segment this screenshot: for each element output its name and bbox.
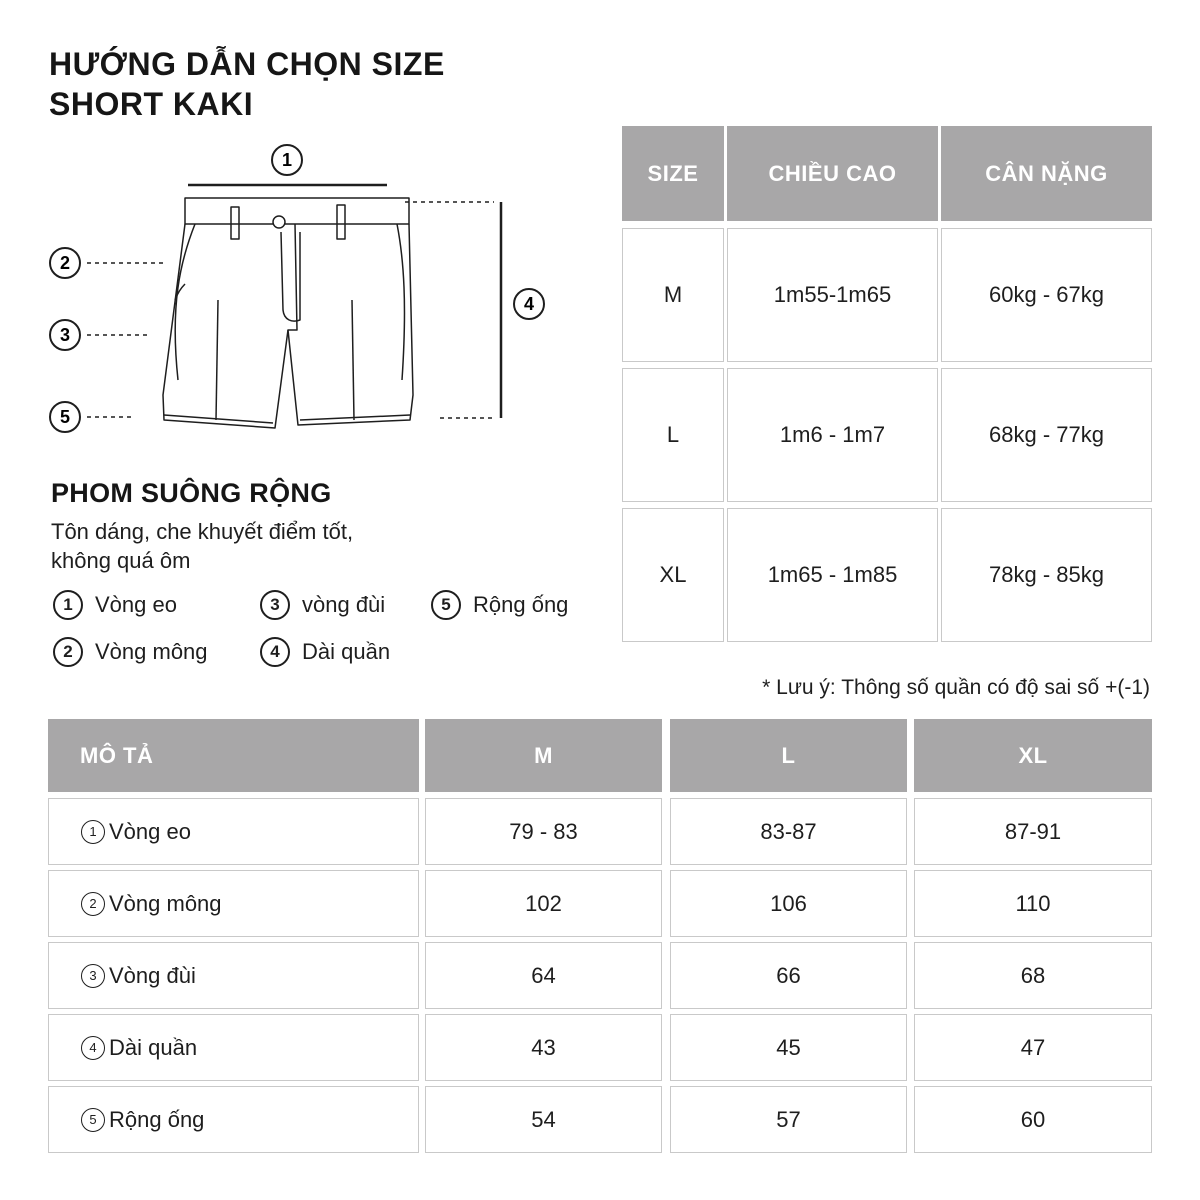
weight-header: CÂN NẶNG xyxy=(941,126,1152,221)
row-number: 3 xyxy=(81,964,105,988)
fit-title: PHOM SUÔNG RỘNG xyxy=(51,478,332,508)
size-l-header: L xyxy=(670,719,907,792)
row-number: 4 xyxy=(81,1036,105,1060)
legend-item xyxy=(53,590,177,620)
legend-label: vòng đùi xyxy=(302,592,386,617)
fit-desc-line-2: không quá ôm xyxy=(51,548,191,573)
legend-item xyxy=(260,590,385,620)
value-l: 83-87 xyxy=(670,798,907,865)
value-m: 102 xyxy=(425,870,662,937)
legend-label: Vòng eo xyxy=(95,592,177,617)
legend-number: 3 xyxy=(260,590,290,620)
title-line-1: HƯỚNG DẪN CHỌN SIZE xyxy=(49,46,445,82)
row-label: Vòng mông xyxy=(109,890,222,916)
waistband xyxy=(185,198,409,224)
size-cell: M xyxy=(622,228,724,362)
row-number: 1 xyxy=(81,820,105,844)
legend-label: Rộng ống xyxy=(473,592,569,617)
measure-label-cell xyxy=(48,942,419,1009)
button-icon xyxy=(273,216,285,228)
measure-label-cell xyxy=(48,1014,419,1081)
value-m: 43 xyxy=(425,1014,662,1081)
marker-2-label: 2 xyxy=(59,253,71,273)
value-xl: 60 xyxy=(914,1086,1152,1153)
size-xl-header: XL xyxy=(914,719,1152,792)
marker-4-label: 4 xyxy=(523,294,535,314)
legend-item xyxy=(260,637,390,667)
value-l: 66 xyxy=(670,942,907,1009)
measure-label-cell xyxy=(48,870,419,937)
value-m: 79 - 83 xyxy=(425,798,662,865)
height-cell: 1m55-1m65 xyxy=(727,228,938,362)
row-number: 2 xyxy=(81,892,105,916)
row-number: 5 xyxy=(81,1108,105,1132)
legend-label: Dài quần xyxy=(302,639,391,664)
marker-5-label: 5 xyxy=(59,407,71,427)
title-line-2: SHORT KAKI xyxy=(49,86,254,122)
measure-label-cell xyxy=(48,798,419,865)
weight-cell: 60kg - 67kg xyxy=(941,228,1152,362)
size-header: SIZE xyxy=(622,126,724,221)
fit-desc-line-1: Tôn dáng, che khuyết điểm tốt, xyxy=(51,519,354,544)
size-cell: L xyxy=(622,368,724,502)
value-m: 64 xyxy=(425,942,662,1009)
legend-number: 5 xyxy=(431,590,461,620)
value-xl: 47 xyxy=(914,1014,1152,1081)
marker-1-label: 1 xyxy=(281,150,293,170)
size-m-header: M xyxy=(425,719,662,792)
value-l: 106 xyxy=(670,870,907,937)
shorts-diagram xyxy=(0,0,600,470)
weight-cell: 68kg - 77kg xyxy=(941,368,1152,502)
legend-number: 1 xyxy=(53,590,83,620)
row-label: Vòng đùi xyxy=(109,962,196,988)
measure-label-cell xyxy=(48,1086,419,1153)
description-header: MÔ TẢ xyxy=(48,719,419,792)
row-label: Vòng eo xyxy=(109,818,191,844)
legend-item xyxy=(431,590,568,620)
legend-number: 4 xyxy=(260,637,290,667)
legend-number: 2 xyxy=(53,637,83,667)
row-label: Rộng ống xyxy=(109,1106,205,1132)
fit-description xyxy=(51,517,353,575)
row-label: Dài quần xyxy=(109,1034,198,1060)
value-l: 57 xyxy=(670,1086,907,1153)
size-cell: XL xyxy=(622,508,724,642)
height-cell: 1m6 - 1m7 xyxy=(727,368,938,502)
value-xl: 87-91 xyxy=(914,798,1152,865)
legend-label: Vòng mông xyxy=(95,639,208,664)
height-header: CHIỀU CAO xyxy=(727,126,938,221)
value-l: 45 xyxy=(670,1014,907,1081)
height-cell: 1m65 - 1m85 xyxy=(727,508,938,642)
marker-3-label: 3 xyxy=(59,325,71,345)
left-leg xyxy=(163,224,297,428)
tolerance-note: * Lưu ý: Thông số quần có độ sai số +(-1) xyxy=(762,676,1150,699)
value-xl: 110 xyxy=(914,870,1152,937)
value-xl: 68 xyxy=(914,942,1152,1009)
value-m: 54 xyxy=(425,1086,662,1153)
legend-item xyxy=(53,637,208,667)
weight-cell: 78kg - 85kg xyxy=(941,508,1152,642)
